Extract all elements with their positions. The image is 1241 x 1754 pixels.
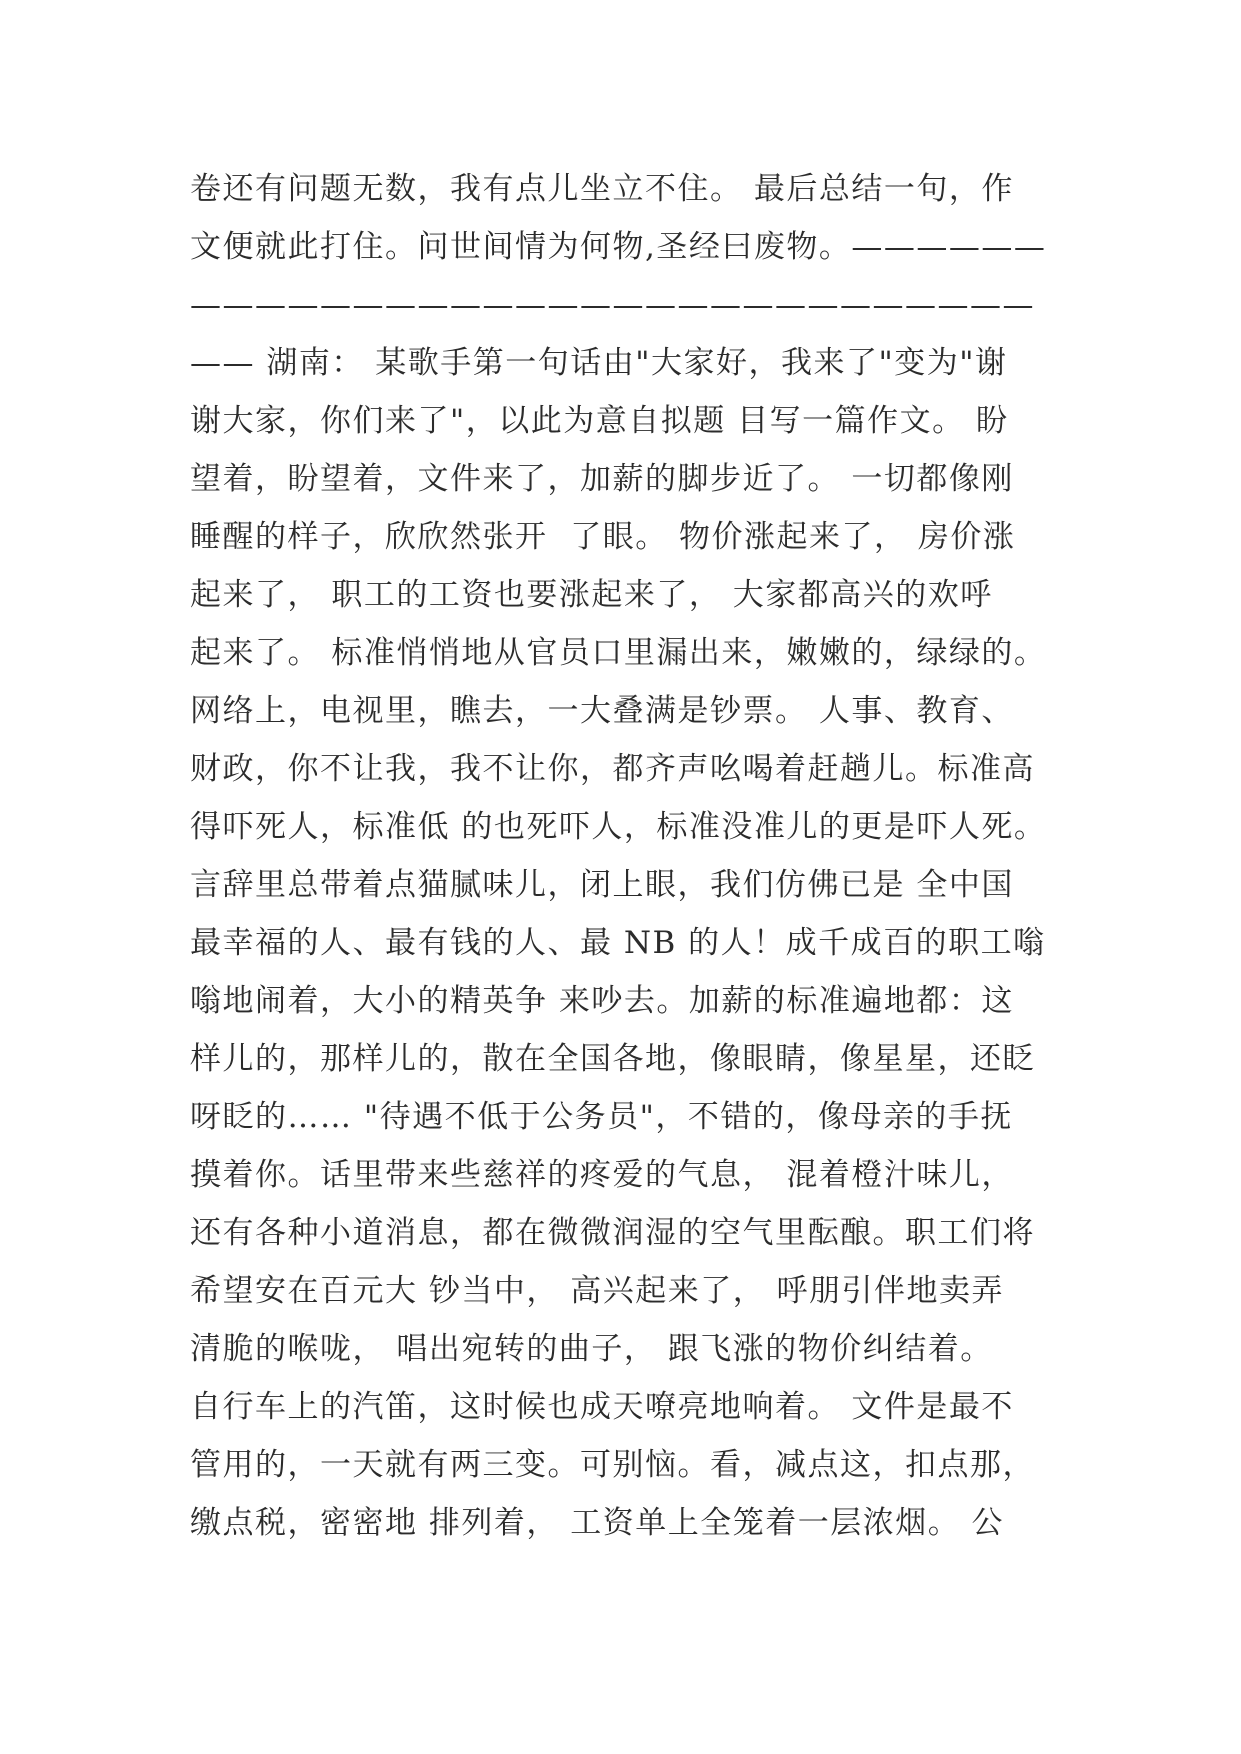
text-line: 最幸福的人、最有钱的人、最 NB 的人！成千成百的职工嗡 — [190, 925, 1046, 961]
text-line: 清脆的喉咙， 唱出宛转的曲子， 跟飞涨的物价纠结着。 — [190, 1331, 993, 1367]
text-line: 财政，你不让我，我不让你，都齐声吆喝着赶趟儿。标准高 — [190, 751, 1035, 787]
text-line: 缴点税，密密地 排列着， 工资单上全笼着一层浓烟。 公 — [190, 1505, 1005, 1541]
text-line: 网络上，电视里，瞧去，一大叠满是钞票。 人事、教育、 — [190, 693, 1014, 729]
text-line: 呀眨的…… "待遇不低于公务员"，不错的，像母亲的手抚 — [190, 1099, 1013, 1135]
text-line: 还有各种小道消息，都在微微润湿的空气里酝酿。职工们将 — [190, 1215, 1035, 1251]
text-line: 样儿的，那样儿的，散在全国各地，像眼睛，像星星，还眨 — [190, 1041, 1035, 1077]
text-line: 摸着你。话里带来些慈祥的疼爱的气息， 混着橙汁味儿， — [190, 1157, 1014, 1193]
text-line: 文便就此打住。问世间情为何物,圣经曰废物。—————— — [190, 229, 1047, 265]
text-line: 起来了， 职工的工资也要涨起来了， 大家都高兴的欢呼 — [190, 577, 993, 613]
text-line: —————————————————————————— — [190, 287, 1035, 323]
text-line: 言辞里总带着点猫腻味儿，闭上眼，我们仿佛已是 全中国 — [190, 867, 1014, 903]
text-line: 嗡地闹着，大小的精英争 来吵去。加薪的标准遍地都：这 — [190, 983, 1014, 1019]
text-line: 卷还有问题无数，我有点儿坐立不住。 最后总结一句，作 — [190, 171, 1014, 207]
text-line: 睡醒的样子，欣欣然张开 了眼。 物价涨起来了， 房价涨 — [190, 519, 1016, 555]
text-line: 希望安在百元大 钞当中， 高兴起来了， 呼朋引伴地卖弄 — [190, 1273, 1005, 1309]
text-line: 谢大家，你们来了"，以此为意自拟题 目写一篇作文。 盼 — [190, 403, 1009, 439]
text-line: 得吓死人，标准低 的也死吓人，标准没准儿的更是吓人死。 — [190, 809, 1047, 845]
text-line: 望着，盼望着，文件来了，加薪的脚步近了。 一切都像刚 — [190, 461, 1014, 497]
text-line: 管用的，一天就有两三变。可别恼。看，减点这，扣点那， — [190, 1447, 1035, 1483]
body-text — [190, 160, 1070, 1552]
text-line: 起来了。 标准悄悄地从官员口里漏出来，嫩嫩的，绿绿的。 — [190, 635, 1047, 671]
text-line: 自行车上的汽笛，这时候也成天嘹亮地响着。 文件是最不 — [190, 1389, 1014, 1425]
text-line: —— 湖南： 某歌手第一句话由"大家好，我来了"变为"谢 — [190, 345, 1008, 381]
